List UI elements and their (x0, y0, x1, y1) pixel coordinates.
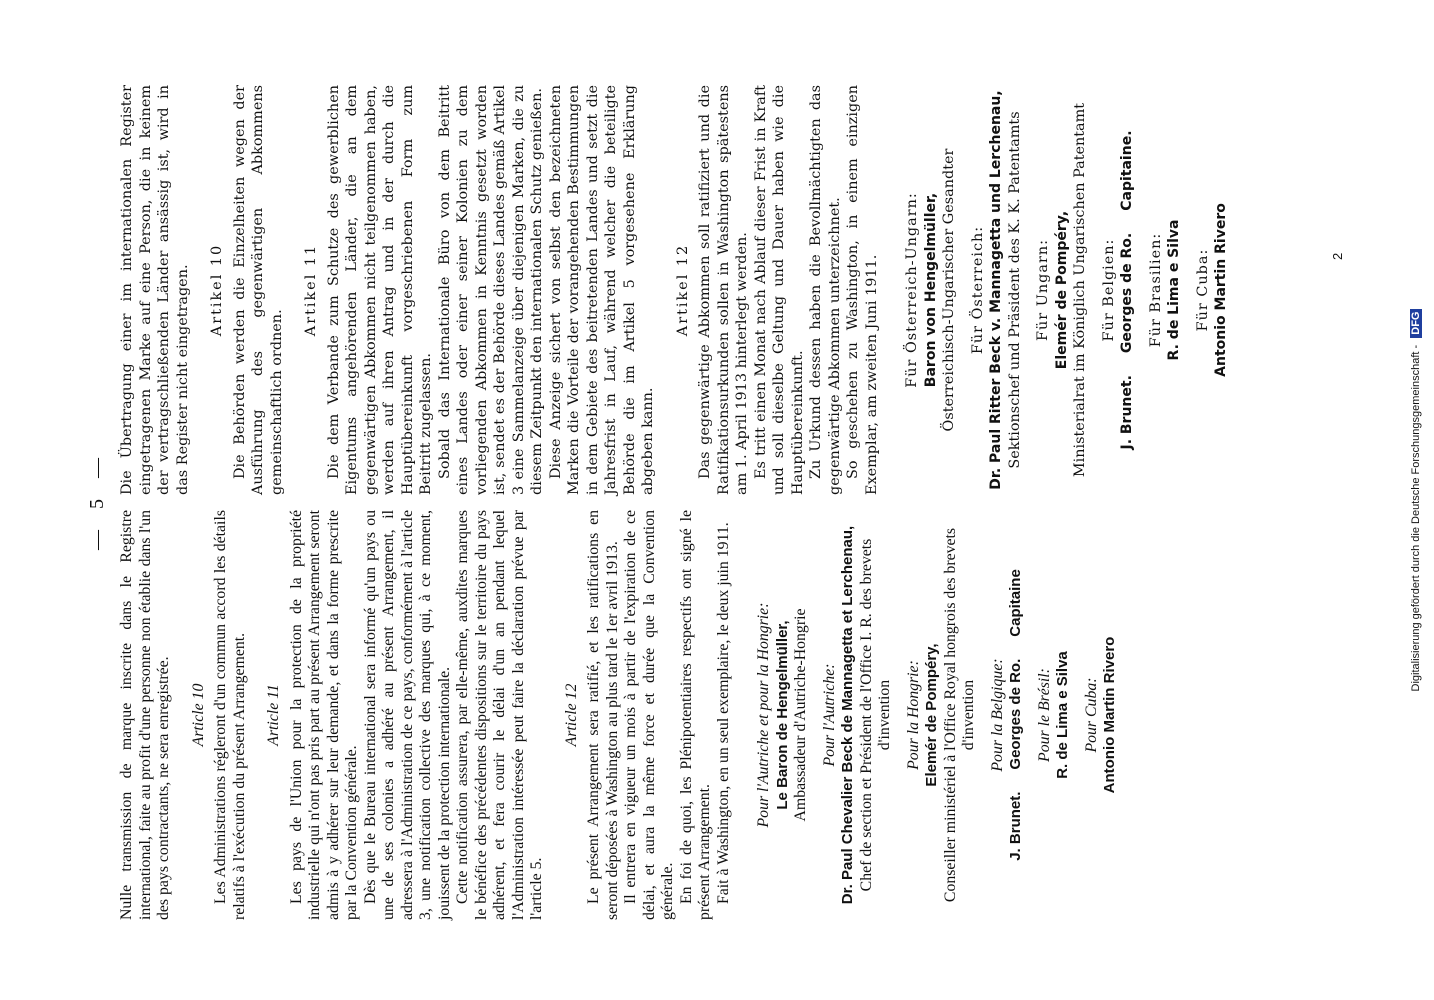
signature-country: Pour l'Autriche et pour la Hongrie: (755, 602, 772, 828)
signature-country: Pour le Brésil: (1035, 668, 1053, 762)
page-number: 2 (1330, 252, 1345, 260)
paragraph: Nulle transmission de marque inscrite dans le Registre international, faite au profit d'une personne non établie dans l'un des pays contractants, ne sera enregistrée. (118, 510, 172, 920)
signatory-name: J. Brunet. (1007, 791, 1024, 861)
signatory-role: Sektionschef und Präsident des K. K. Patentamts (1006, 111, 1023, 469)
paragraph: Cette notification assurera, par elle-même, auxdites marques le bénéfice des précédentes dispositions sur le territoire du pays adhérent, et fera courir le délai d'un an pendant lequel l'Administration intéressée peut faire la déclaration prévue par l'article 5. (454, 510, 545, 920)
signatory-rank: Capitaine (1007, 569, 1024, 637)
signatory-name: Antonio Martin Rivero (1213, 203, 1229, 377)
signatory-name: Elemér de Pompéry, (1053, 210, 1070, 370)
article-heading: Artikel 12 (674, 243, 691, 337)
signature-block (1100, 85, 1137, 495)
article-heading: Article 10 (189, 683, 207, 747)
signature-country: Für Ungarn: (1035, 239, 1051, 341)
paragraph: Le présent Arrangement sera ratifié, et les ratifications en seront déposées à Washington au plus tard le 1er avril 1913. (585, 510, 621, 920)
article-heading: Article 12 (562, 683, 580, 747)
paragraph: Les pays de l'Union pour la protection de la propriété industrielle qui n'ont pas pris part au présent Arrangement seront admis à y adhérer sur leur demande, et dans la forme prescrite par la Convention générale. (287, 510, 360, 920)
signature-block (989, 510, 1026, 920)
paragraph: Dès que le Bureau international sera informé qu'un pays ou une de ses colonies a adhéré au présent Arrangement, il adressera à l'Administration de ce pays, conformément à l'article 3, une notification collective des marques qui, à ce moment, jouissent de la protection internationale. (361, 510, 453, 920)
paragraph: Sobald das Internationale Büro von dem Beitritt eines Landes oder einer seiner Kolonien zu dem vorliegenden Abkommen in Kenntnis gesetzt worden ist, sendet es der Behörde dieses Landes gemäß Artikel 3 eine Sammelanzeige über diejenigen Marken, die zu diesem Zeitpunkt den internationalen Schutz genießen. (436, 85, 545, 495)
signature-country: Für Belgien: (1100, 238, 1117, 342)
signatory-name: Antonio Martin Rivero (1101, 636, 1118, 794)
signature-country: Pour la Belgique: (988, 658, 1006, 772)
paragraph: So geschehen zu Washington, in einem einzigen Exemplar, am zweiten Juni 1911. (845, 85, 880, 495)
signatory-name: Baron von Hengelmüller, (922, 192, 939, 388)
signatory-name: Dr. Paul Ritter Beck v. Mannagetta und Lerchenau, (988, 90, 1004, 490)
digitization-credit (1410, 0, 1422, 1000)
signatory-name: Le Baron de Hengelmüller, (773, 620, 791, 810)
signatory-name: Georges de Ro. (1119, 232, 1135, 354)
german-column (118, 85, 1231, 495)
signature-block (903, 85, 959, 495)
signature-block (905, 510, 979, 920)
signatory-name: Elemér de Pompéry, (923, 643, 940, 787)
french-column (118, 510, 1120, 920)
article-heading: Article 11 (265, 684, 282, 746)
paragraph: Das gegenwärtige Abkommen soll ratifiziert und die Ratifikationsurkunden sollen in Washington spätestens am 1. April 1913 hinterlegt werden. (697, 85, 750, 495)
signatory-role: Conseiller ministériel à l'Office Royal hongrois des brevets d'invention (941, 527, 977, 903)
signature-block (755, 510, 811, 920)
article-heading: Artikel 10 (209, 243, 225, 337)
paragraph: Es tritt einen Monat nach Ablauf dieser Frist in Kraft und soll dieselbe Geltung und Dauer haben wie die Hauptübereinkunft. (752, 85, 806, 495)
signature-country: Für Österreich-Ungarn: (904, 192, 920, 388)
signatory-role: Österreichisch-Ungarischer Gesandter (941, 148, 957, 432)
signatory-name: J. Brunet. (1119, 375, 1135, 450)
signature-block (1083, 510, 1120, 920)
signature-country: Für Cuba: (1194, 248, 1211, 332)
signature-block (969, 85, 1025, 495)
signature-country: Für Brasilien: (1147, 232, 1164, 348)
credit-text: Digitalisierung gefördert durch die Deutsche Forschungsgemeinschaft - (1410, 344, 1422, 692)
paragraph: Die Übertragung einer im internationalen Register eingetragenen Marke auf eine Person, die in keinem der vertragschließenden Länder ansässig ist, wird in das Register nicht eingetragen. (119, 85, 191, 495)
signature-country: Pour l'Autriche: (820, 663, 838, 767)
signature-block (821, 510, 895, 920)
signatory-role: Ministerialrat im Königlich Ungarischen Patentamt (1072, 102, 1088, 478)
signature-country: Pour la Hongrie: (904, 660, 922, 770)
dfg-logo: DFG (1410, 309, 1422, 338)
signature-country: Für Österreich: (969, 225, 986, 355)
paragraph: Die Behörden werden die Einzelheiten wegen der Ausführung des gegenwärtigen Abkommens gemeinschaftlich ordnen. (231, 85, 285, 495)
page-header: — 5 — (86, 450, 108, 550)
paragraph: En foi de quoi, les Plénipotentiaires respectifs ont signé le présent Arrangement. (677, 510, 713, 920)
signatory-rank: Capitaine. (1119, 130, 1135, 211)
signatory-role: Ambassadeur d'Autriche-Hongrie (792, 608, 809, 822)
paragraph: Fait à Washington, en un seul exemplaire, le deux juin 1911. (714, 522, 732, 904)
paragraph: Les Administrations régleront d'un commun accord les détails relatifs à l'exécution du présent Arrangement. (212, 510, 248, 920)
signatory-name: R. de Lima e Silva (1054, 651, 1071, 779)
paragraph: Zu Urkund dessen haben die Bevollmächtigten das gegenwärtige Abkommen unterzeichnet. (808, 85, 843, 495)
signatory-name: R. de Lima e Silva (1166, 219, 1182, 361)
signature-block (1147, 85, 1184, 495)
signatory-name: Georges de Ro. (1007, 658, 1024, 770)
signature-block (1194, 85, 1231, 495)
paragraph: Il entrera en vigueur un mois à partir de l'expiration de ce délai, et aura la même force et durée que la Convention générale. (622, 510, 676, 920)
paragraph: Die dem Verbande zum Schutze des gewerblichen Eigentums angehörenden Länder, die an dem gegenwärtigen Abkommen nicht teilgenommen haben, werden auf ihren Antrag und in der durch die Hauptübereinkunft vorgeschriebenen Form zum Beitritt zugelassen. (325, 85, 434, 495)
paragraph: Diese Anzeige sichert von selbst den bezeichneten Marken die Vorteile der vorangehenden Bestimmungen in dem Gebiete des beitretenden Landes und setzt die Jahresfrist in Lauf, während welcher die beteiligte Behörde die im Artikel 5 vorgesehene Erklärung abgeben kann. (547, 85, 656, 495)
signatory-role: Chef de section et Président de l'Office I. R. des brevets d'invention (857, 538, 893, 892)
article-heading: Artikel 11 (303, 243, 319, 337)
signature-country: Pour Cuba: (1082, 677, 1100, 753)
signature-block (1036, 510, 1073, 920)
signature-block (1034, 85, 1090, 495)
signatory-name: Dr. Paul Chevalier Beck de Mannagetta et Lerchenau, (839, 525, 856, 905)
